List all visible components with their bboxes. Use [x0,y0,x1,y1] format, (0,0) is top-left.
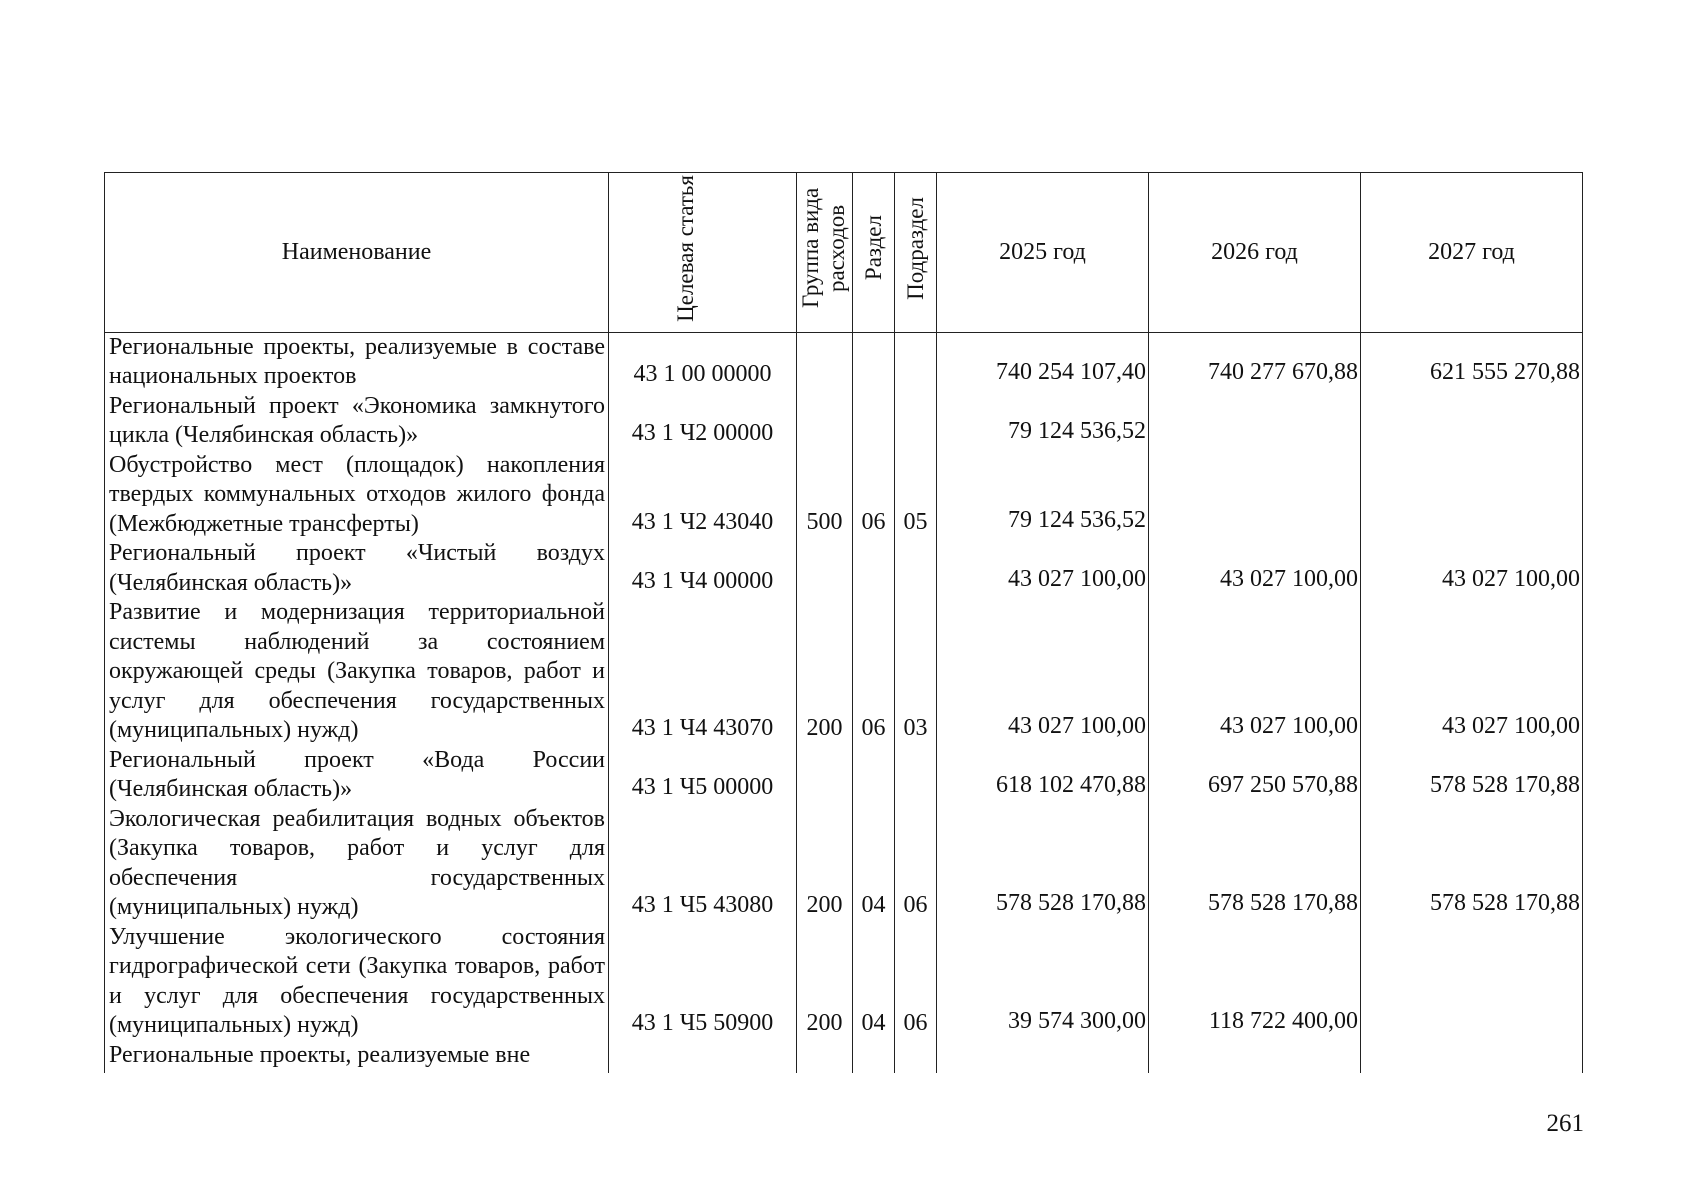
row-target: 43 1 Ч4 00000 [609,539,797,598]
row-2027: 43 027 100,00 [1361,598,1583,746]
table-row [105,332,1583,392]
row-target [609,1041,797,1073]
row-group: 500 [797,451,853,540]
table-row [105,923,1583,1041]
row-target: 43 1 Ч4 43070 [609,598,797,746]
row-subsection [895,392,937,451]
table-row [105,598,1583,746]
row-target: 43 1 00 00000 [609,332,797,392]
row-name: Улучшение экологического состояния гидрографической сети (Закупка товаров, работ и услуг для обеспечения государственных (муниципальных) нужд) [105,923,609,1041]
row-2027: 578 528 170,88 [1361,746,1583,805]
row-group [797,392,853,451]
row-section: 04 [853,805,895,923]
row-2025: 618 102 470,88 [937,746,1149,805]
header-group: Группа вида расходов [797,173,853,333]
row-name: Развитие и модернизация территориальной системы наблюдений за состоянием окружающей среды (Закупка товаров, работ и услуг для обеспечения государственных (муниципальных) нужд) [105,598,609,746]
row-subsection: 06 [895,923,937,1041]
row-2027: 43 027 100,00 [1361,539,1583,598]
header-name: Наименование [105,173,609,333]
row-section [853,539,895,598]
row-2025 [937,1041,1149,1073]
row-2025: 43 027 100,00 [937,598,1149,746]
table-row [105,392,1583,451]
row-subsection: 06 [895,805,937,923]
page-number: 261 [1546,1110,1584,1137]
table-row [105,451,1583,540]
table-row [105,1041,1583,1073]
row-subsection [895,746,937,805]
budget-table [104,172,1583,1073]
row-2025: 43 027 100,00 [937,539,1149,598]
row-name: Региональный проект «Чистый воздух (Челябинская область)» [105,539,609,598]
row-2025: 79 124 536,52 [937,392,1149,451]
row-section [853,1041,895,1073]
header-2026: 2026 год [1149,173,1361,333]
row-section: 04 [853,923,895,1041]
row-target: 43 1 Ч5 43080 [609,805,797,923]
header-row [105,173,1583,333]
row-2027 [1361,1041,1583,1073]
row-2026: 740 277 670,88 [1149,332,1361,392]
row-target: 43 1 Ч5 50900 [609,923,797,1041]
row-subsection [895,332,937,392]
row-name: Региональные проекты, реализуемые в составе национальных проектов [105,332,609,392]
row-2026: 118 722 400,00 [1149,923,1361,1041]
row-2026 [1149,392,1361,451]
row-2026: 578 528 170,88 [1149,805,1361,923]
row-2027 [1361,392,1583,451]
row-name: Экологическая реабилитация водных объектов (Закупка товаров, работ и услуг для обеспечения государственных (муниципальных) нужд) [105,805,609,923]
row-subsection [895,539,937,598]
row-target: 43 1 Ч5 00000 [609,746,797,805]
row-subsection: 05 [895,451,937,540]
row-2026 [1149,1041,1361,1073]
header-target: Целевая статья [609,173,797,333]
row-2027: 621 555 270,88 [1361,332,1583,392]
table-row [105,746,1583,805]
row-name: Обустройство мест (площадок) накопления твердых коммунальных отходов жилого фонда (Межбюджетные трансферты) [105,451,609,540]
row-2025: 79 124 536,52 [937,451,1149,540]
table-row [105,539,1583,598]
table-row [105,805,1583,923]
header-2025: 2025 год [937,173,1149,333]
row-2025: 740 254 107,40 [937,332,1149,392]
row-2026: 43 027 100,00 [1149,539,1361,598]
row-2025: 39 574 300,00 [937,923,1149,1041]
row-2027 [1361,451,1583,540]
row-name: Региональный проект «Вода России (Челябинская область)» [105,746,609,805]
row-2027 [1361,923,1583,1041]
row-section: 06 [853,598,895,746]
row-subsection: 03 [895,598,937,746]
row-subsection [895,1041,937,1073]
row-section [853,746,895,805]
row-group [797,1041,853,1073]
row-name: Региональные проекты, реализуемые вне [105,1041,609,1073]
row-group [797,539,853,598]
row-name: Региональный проект «Экономика замкнутого цикла (Челябинская область)» [105,392,609,451]
row-group: 200 [797,923,853,1041]
row-section [853,332,895,392]
row-target: 43 1 Ч2 43040 [609,451,797,540]
row-group [797,332,853,392]
row-section [853,392,895,451]
row-group [797,746,853,805]
row-2026 [1149,451,1361,540]
header-2027: 2027 год [1361,173,1583,333]
header-section: Раздел [853,173,895,333]
row-2027: 578 528 170,88 [1361,805,1583,923]
row-group: 200 [797,598,853,746]
row-2025: 578 528 170,88 [937,805,1149,923]
row-target: 43 1 Ч2 00000 [609,392,797,451]
header-subsection: Подраздел [895,173,937,333]
row-2026: 43 027 100,00 [1149,598,1361,746]
row-2026: 697 250 570,88 [1149,746,1361,805]
row-group: 200 [797,805,853,923]
row-section: 06 [853,451,895,540]
budget-table-container [104,172,1582,1073]
